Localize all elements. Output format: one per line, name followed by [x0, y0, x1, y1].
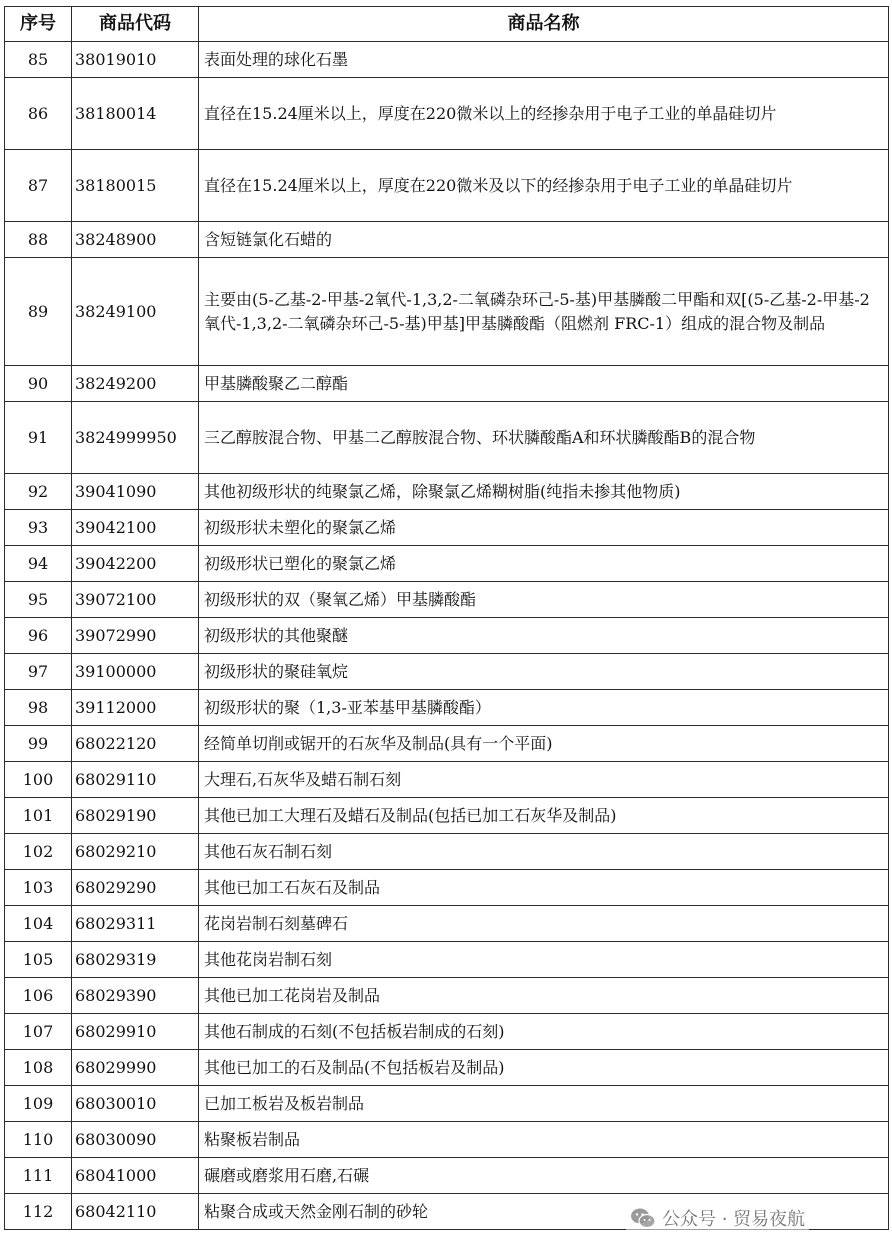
- table-row: [5, 1158, 889, 1194]
- row-index: 107: [5, 1014, 72, 1050]
- row-code: 68029311: [72, 906, 199, 942]
- table-body: [5, 42, 889, 1230]
- row-index: 103: [5, 870, 72, 906]
- row-index: 108: [5, 1050, 72, 1086]
- row-name: 其他已加工大理石及蜡石及制品(包括已加工石灰华及制品): [199, 798, 889, 834]
- row-index: 111: [5, 1158, 72, 1194]
- row-code: 39041090: [72, 474, 199, 510]
- row-index: 92: [5, 474, 72, 510]
- table-row: [5, 546, 889, 582]
- row-code: 68029110: [72, 762, 199, 798]
- table-row: [5, 1014, 889, 1050]
- wechat-icon: [630, 1207, 656, 1229]
- table-row: [5, 78, 889, 150]
- watermark: [626, 1203, 809, 1233]
- row-name: 其他已加工花岗岩及制品: [199, 978, 889, 1014]
- goods-table: [4, 6, 889, 1230]
- row-code: 68029190: [72, 798, 199, 834]
- row-code: 68029319: [72, 942, 199, 978]
- row-code: 68022120: [72, 726, 199, 762]
- row-index: 95: [5, 582, 72, 618]
- row-index: 99: [5, 726, 72, 762]
- table-row: [5, 258, 889, 366]
- table-row: [5, 942, 889, 978]
- row-code: 68029210: [72, 834, 199, 870]
- row-index: 89: [5, 258, 72, 366]
- row-code: 39100000: [72, 654, 199, 690]
- table-row: [5, 834, 889, 870]
- table-row: [5, 42, 889, 78]
- row-code: 68029910: [72, 1014, 199, 1050]
- row-name: 其他已加工石灰石及制品: [199, 870, 889, 906]
- row-name: 初级形状的聚（1,3-亚苯基甲基膦酸酯）: [199, 690, 889, 726]
- row-code: 68029990: [72, 1050, 199, 1086]
- row-index: 88: [5, 222, 72, 258]
- watermark-text: 公众号 · 贸易夜航: [662, 1209, 806, 1230]
- row-index: 110: [5, 1122, 72, 1158]
- table-row: [5, 402, 889, 474]
- row-code: 38249200: [72, 366, 199, 402]
- row-name: 其他花岗岩制石刻: [199, 942, 889, 978]
- row-name: 甲基膦酸聚乙二醇酯: [199, 366, 889, 402]
- row-code: 3824999950: [72, 402, 199, 474]
- row-index: 109: [5, 1086, 72, 1122]
- table-row: [5, 582, 889, 618]
- row-name: 已加工板岩及板岩制品: [199, 1086, 889, 1122]
- row-name: 直径在15.24厘米以上，厚度在220微米及以下的经掺杂用于电子工业的单晶硅切片: [199, 150, 889, 222]
- table-header-row: [5, 7, 889, 42]
- row-name: 三乙醇胺混合物、甲基二乙醇胺混合物、环状膦酸酯A和环状膦酸酯B的混合物: [199, 402, 889, 474]
- row-name: 直径在15.24厘米以上，厚度在220微米以上的经掺杂用于电子工业的单晶硅切片: [199, 78, 889, 150]
- row-code: 39072990: [72, 618, 199, 654]
- row-code: 68042110: [72, 1194, 199, 1230]
- row-name: 其他石灰石制石刻: [199, 834, 889, 870]
- table-row: [5, 474, 889, 510]
- row-index: 87: [5, 150, 72, 222]
- header-index: 序号: [5, 7, 72, 42]
- table-row: [5, 726, 889, 762]
- row-name: 碾磨或磨浆用石磨,石碾: [199, 1158, 889, 1194]
- row-index: 98: [5, 690, 72, 726]
- table-row: [5, 978, 889, 1014]
- row-name: 其他已加工的石及制品(不包括板岩及制品): [199, 1050, 889, 1086]
- row-index: 104: [5, 906, 72, 942]
- row-name: 花岗岩制石刻墓碑石: [199, 906, 889, 942]
- row-name: 初级形状的其他聚醚: [199, 618, 889, 654]
- row-code: 39072100: [72, 582, 199, 618]
- table-row: [5, 870, 889, 906]
- row-index: 91: [5, 402, 72, 474]
- table-row: [5, 906, 889, 942]
- row-index: 93: [5, 510, 72, 546]
- row-code: 68029290: [72, 870, 199, 906]
- table-row: [5, 654, 889, 690]
- row-code: 38180015: [72, 150, 199, 222]
- row-name: 粘聚板岩制品: [199, 1122, 889, 1158]
- row-name: 经简单切削或锯开的石灰华及制品(具有一个平面): [199, 726, 889, 762]
- table-row: [5, 1050, 889, 1086]
- table-row: [5, 1122, 889, 1158]
- header-code: 商品代码: [72, 7, 199, 42]
- row-name: 初级形状的聚硅氧烷: [199, 654, 889, 690]
- row-index: 101: [5, 798, 72, 834]
- row-index: 86: [5, 78, 72, 150]
- header-name: 商品名称: [199, 7, 889, 42]
- row-code: 38019010: [72, 42, 199, 78]
- row-name: 大理石,石灰华及蜡石制石刻: [199, 762, 889, 798]
- row-index: 112: [5, 1194, 72, 1230]
- row-index: 85: [5, 42, 72, 78]
- row-index: 96: [5, 618, 72, 654]
- row-index: 106: [5, 978, 72, 1014]
- row-index: 97: [5, 654, 72, 690]
- table-row: [5, 798, 889, 834]
- table-row: [5, 690, 889, 726]
- row-code: 68029390: [72, 978, 199, 1014]
- row-code: 68041000: [72, 1158, 199, 1194]
- row-name: 主要由(5-乙基-2-甲基-2氧代-1,3,2-二氧磷杂环己-5-基)甲基膦酸二甲酯和双[(5-乙基-2-甲基-2氧代-1,3,2-二氧磷杂环己-5-基)甲基]甲基膦酸酯（阻燃剂 FRC-1）组成的混合物及制品: [199, 258, 889, 366]
- row-code: 38249100: [72, 258, 199, 366]
- row-code: 39042100: [72, 510, 199, 546]
- row-code: 68030090: [72, 1122, 199, 1158]
- row-name: 表面处理的球化石墨: [199, 42, 889, 78]
- row-code: 39112000: [72, 690, 199, 726]
- row-index: 100: [5, 762, 72, 798]
- row-name: 其他初级形状的纯聚氯乙烯，除聚氯乙烯糊树脂(纯指未掺其他物质): [199, 474, 889, 510]
- table-row: [5, 762, 889, 798]
- row-name: 初级形状的双（聚氧乙烯）甲基膦酸酯: [199, 582, 889, 618]
- row-name: 含短链氯化石蜡的: [199, 222, 889, 258]
- table-row: [5, 222, 889, 258]
- row-code: 38180014: [72, 78, 199, 150]
- table-row: [5, 618, 889, 654]
- row-name: 初级形状未塑化的聚氯乙烯: [199, 510, 889, 546]
- row-index: 105: [5, 942, 72, 978]
- table-row: [5, 366, 889, 402]
- row-index: 102: [5, 834, 72, 870]
- table-row: [5, 510, 889, 546]
- row-name: 其他石制成的石刻(不包括板岩制成的石刻): [199, 1014, 889, 1050]
- table-row: [5, 1086, 889, 1122]
- row-name: 粘聚合成或天然金刚石制的砂轮: [199, 1194, 889, 1230]
- row-index: 94: [5, 546, 72, 582]
- row-index: 90: [5, 366, 72, 402]
- row-code: 38248900: [72, 222, 199, 258]
- row-code: 39042200: [72, 546, 199, 582]
- table-row: [5, 150, 889, 222]
- row-code: 68030010: [72, 1086, 199, 1122]
- row-name: 初级形状已塑化的聚氯乙烯: [199, 546, 889, 582]
